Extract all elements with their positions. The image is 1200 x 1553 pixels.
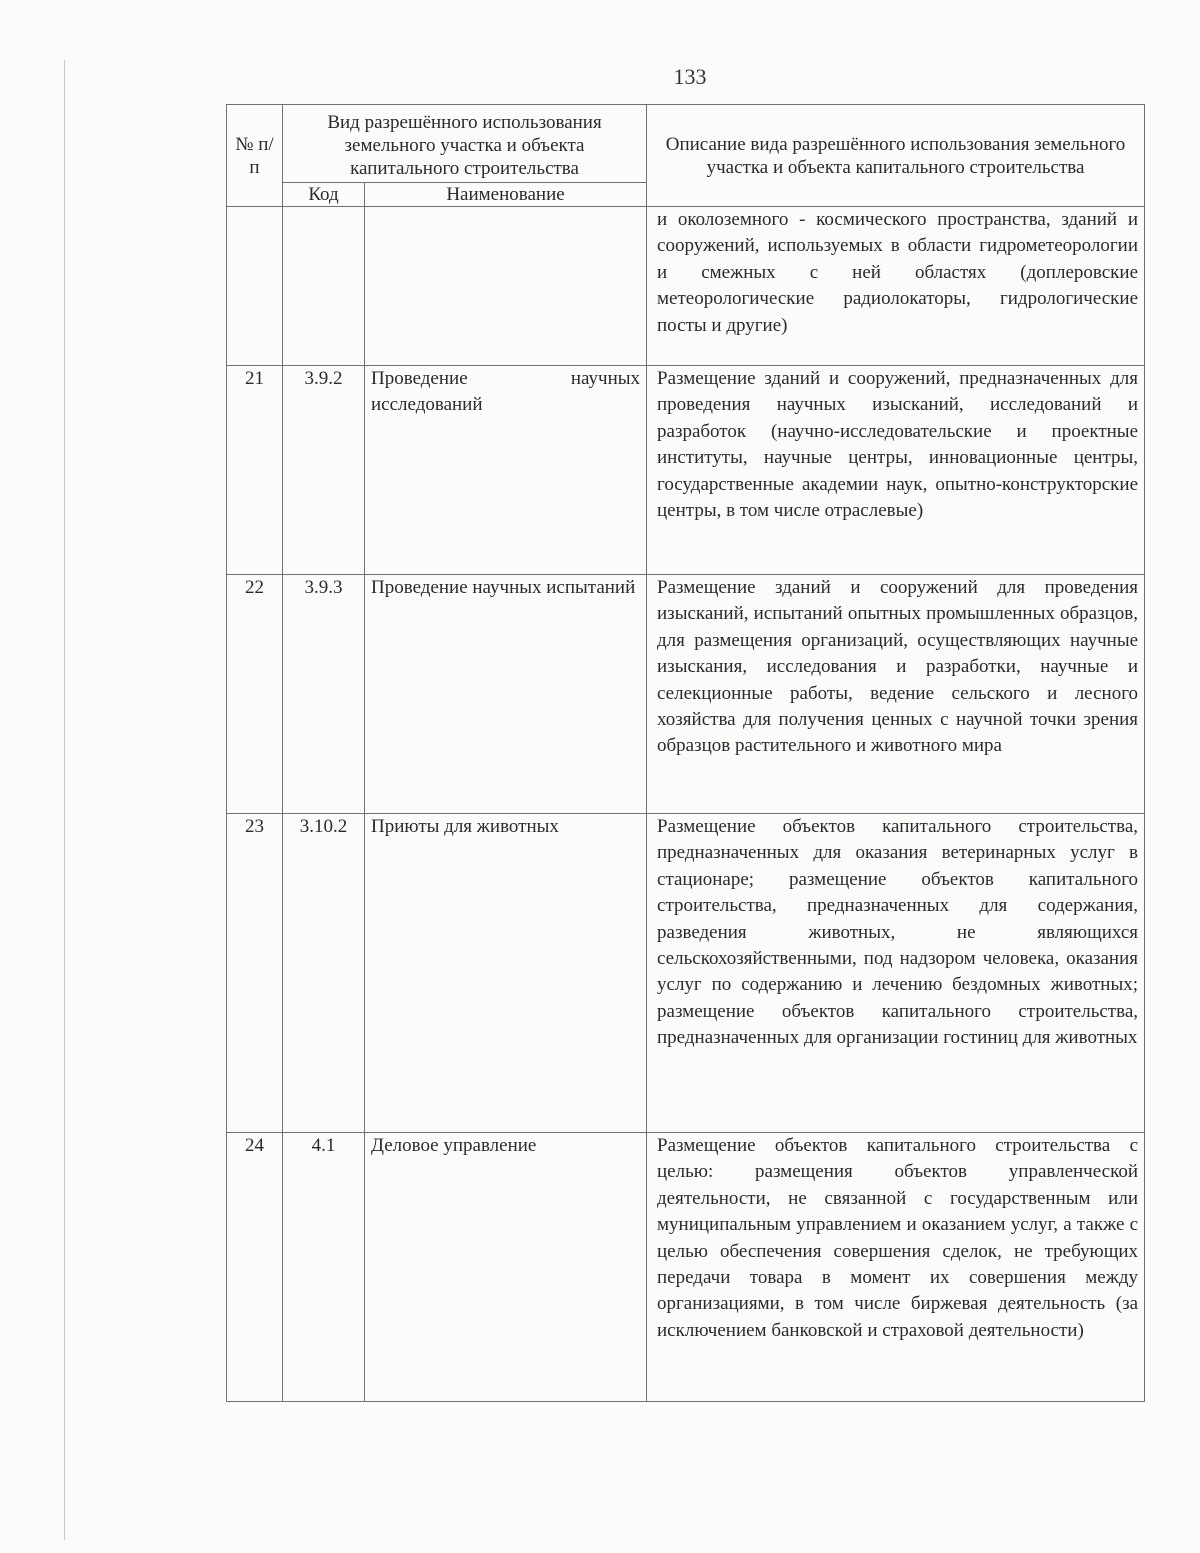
- row-code: 3.10.2: [283, 814, 365, 1133]
- table-row: [227, 207, 1145, 366]
- row-num: 23: [227, 814, 283, 1133]
- row-num: 21: [227, 366, 283, 575]
- header-code: Код: [283, 183, 365, 207]
- row-num: 24: [227, 1133, 283, 1402]
- table-row: [227, 366, 1145, 575]
- page-number: 133: [673, 64, 707, 89]
- header-name: Наименование: [365, 183, 647, 207]
- table-header: [227, 105, 1145, 207]
- row-description: Размещение объектов капитального строительства с целью: размещения объектов управленческой деятельности, не связанной с государственным или муниципальным управлением и оказанием услуг, а также с целью обеспечения совершения сделок, не требующих передачи товара в момент их совершения между организациями, в том числе биржевая деятельность (за исключением банковской и страховой деятельности): [647, 1133, 1145, 1402]
- row-num: 22: [227, 575, 283, 814]
- row-code: 4.1: [283, 1133, 365, 1402]
- row-name: Проведение научных исследований: [365, 366, 647, 575]
- header-num: № п/п: [227, 105, 283, 207]
- table-row: [227, 814, 1145, 1133]
- row-description: Размещение зданий и сооружений для проведения изысканий, испытаний опытных промышленных образцов, для размещения организаций, осуществляющих научные изыскания, исследования и разработки, научные и селекционные работы, ведение сельского и лесного хозяйства для получения ценных с научной точки зрения образцов растительного и животного мира: [647, 575, 1145, 814]
- row-description: и околоземного - космического пространства, зданий и сооружений, используемых в области гидрометеорологии и смежных с ней областях (доплеровские метеорологические радиолокаторы, гидрологические посты и другие): [647, 207, 1145, 366]
- table-row: [227, 1133, 1145, 1402]
- row-description: Размещение объектов капитального строительства, предназначенных для оказания ветеринарных услуг в стационаре; размещение объектов капитального строительства, предназначенных для содержания, разведения животных, не являющихся сельскохозяйственными, под надзором человека, оказания услуг по содержанию и лечению бездомных животных; размещение объектов капитального строительства, предназначенных для организации гостиниц для животных: [647, 814, 1145, 1133]
- table-row: [227, 575, 1145, 814]
- left-margin-line: [64, 60, 65, 1540]
- row-name: Проведение научных испытаний: [365, 575, 647, 814]
- table-body: [227, 207, 1145, 1402]
- row-num: [227, 207, 283, 366]
- row-code: 3.9.2: [283, 366, 365, 575]
- row-name: Приюты для животных: [365, 814, 647, 1133]
- row-name: Деловое управление: [365, 1133, 647, 1402]
- row-code: 3.9.3: [283, 575, 365, 814]
- row-description: Размещение зданий и сооружений, предназначенных для проведения научных изысканий, исследований и разработок (научно-исследовательские и проектные институты, научные центры, инновационные центры, государственные академии наук, опытно-конструкторские центры, в том числе отраслевые): [647, 366, 1145, 575]
- header-description: Описание вида разрешённого использования земельного участка и объекта капитального строительства: [647, 105, 1145, 207]
- row-code: [283, 207, 365, 366]
- row-name: [365, 207, 647, 366]
- header-vri-group: Вид разрешённого использования земельного участка и объекта капитального строительства: [283, 105, 647, 183]
- land-use-table: [226, 104, 1145, 1402]
